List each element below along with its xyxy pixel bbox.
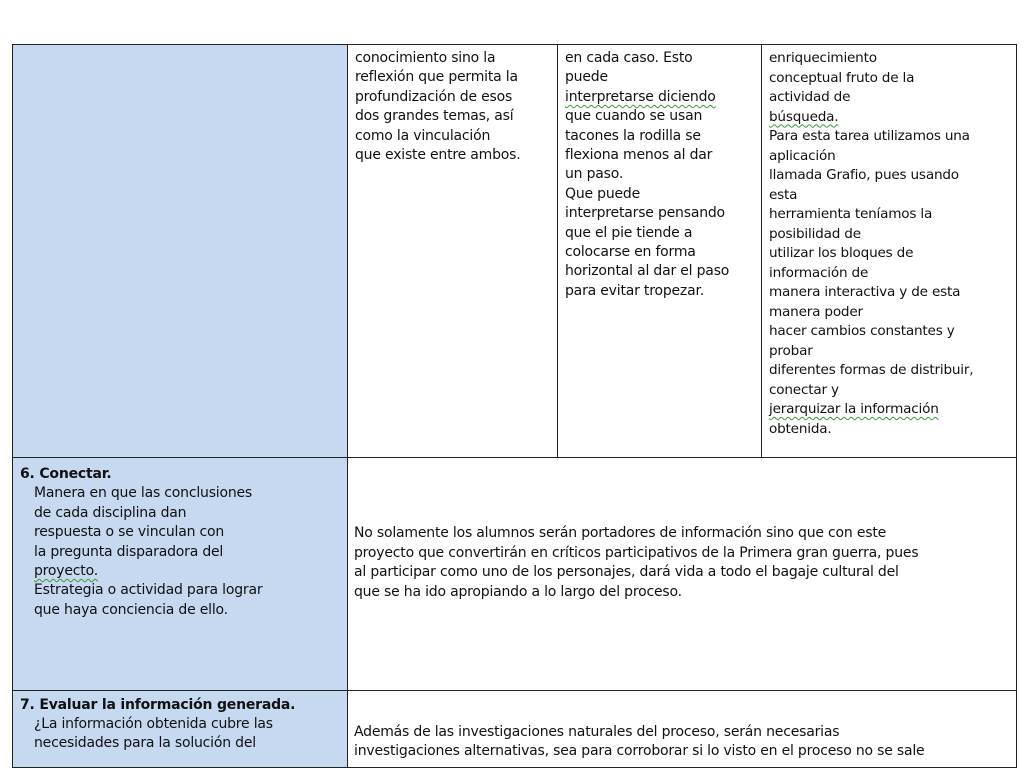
text-line: un paso.: [565, 166, 624, 183]
text-line: utilizar los bloques de: [769, 245, 914, 261]
text-line: que el pie tiende a: [565, 224, 693, 241]
text-line: [20, 562, 341, 581]
text-line: para evitar tropezar.: [565, 282, 704, 299]
row1-col2-text: [348, 45, 557, 165]
text-line: al participar como uno de los personajes, dará vida a todo el bagaje cultural del: [354, 564, 899, 581]
row1-col4-text: [762, 45, 1016, 439]
text-line: que existe entre ambos.: [355, 147, 521, 164]
text-line: información de: [769, 264, 869, 281]
text-line: probar: [769, 342, 813, 359]
section-heading: 6. Conectar.: [20, 466, 112, 482]
text-line: proyecto que convertirán en críticos participativos de la Primera gran guerra, pues: [354, 544, 919, 561]
spellcheck-word: interpretarse diciendo: [565, 88, 716, 105]
text-line: No solamente los alumnos serán portadores de información sino que con este: [354, 525, 887, 541]
row1-col2-cell: [347, 44, 558, 458]
text-line: puede: [565, 69, 608, 86]
text-line: actividad de: [769, 89, 851, 105]
row3-label-text: [13, 691, 347, 753]
text-line: [769, 400, 1010, 420]
row1-col3-text: [558, 45, 761, 301]
text-line: que haya conciencia de ello.: [34, 601, 228, 618]
spellcheck-word: proyecto.: [34, 563, 98, 580]
text-line: en cada caso. Esto: [565, 50, 693, 66]
text-line: aplicación: [769, 147, 836, 164]
document-table: [12, 44, 1017, 768]
row1-col3-cell: [557, 44, 762, 458]
row1-label-cell: [12, 44, 348, 458]
text-line: reflexión que permita la: [355, 69, 518, 86]
row3-body-cell: [347, 690, 1017, 768]
text-line: conceptual fruto de la: [769, 69, 915, 86]
text-line: manera poder: [769, 303, 863, 320]
row2-body-cell: [347, 457, 1017, 691]
text-line: que se ha ido apropiando a lo largo del proceso.: [354, 583, 682, 600]
text-line: Para esta tarea utilizamos una: [769, 128, 970, 144]
text-line: profundización de esos: [355, 88, 513, 105]
text-line: investigaciones alternativas, sea para corroborar si lo visto en el proceso no se sale: [354, 743, 925, 759]
text-line: tacones la rodilla se: [565, 127, 701, 144]
text-line: dos grandes temas, así: [355, 108, 514, 125]
text-line: colocarse en forma: [565, 244, 696, 261]
text-line: diferentes formas de distribuir,: [769, 362, 974, 378]
text-line: manera interactiva y de esta: [769, 284, 961, 300]
text-line: de cada disciplina dan: [34, 504, 187, 521]
text-line: respuesta o se vinculan con: [34, 524, 225, 541]
text-line: hacer cambios constantes y: [769, 323, 955, 339]
text-line: ¿La información obtenida cubre las: [34, 716, 273, 732]
text-line: herramienta teníamos la: [769, 206, 933, 222]
text-line: que cuando se usan: [565, 108, 703, 125]
text-line: Estrategia o actividad para lograr: [34, 582, 263, 599]
text-line: [769, 108, 1010, 128]
text-line: posibilidad de: [769, 225, 861, 242]
row3-body-text: [354, 723, 924, 761]
row2-label-text: [13, 458, 347, 620]
text-line: Que puede: [565, 185, 641, 202]
text-line: necesidades para la solución del: [34, 735, 256, 751]
spellcheck-word: búsqueda.: [769, 108, 839, 125]
text-line: obtenida.: [769, 420, 832, 437]
spellcheck-word: jerarquizar la información: [769, 401, 939, 417]
text-line: conocimiento sino la: [355, 50, 496, 66]
text-line: como la vinculación: [355, 127, 491, 144]
text-line: [565, 88, 755, 107]
row2-label-cell: [12, 457, 348, 691]
text-line: Además de las investigaciones naturales del proceso, serán necesarias: [354, 724, 840, 740]
text-line: flexiona menos al dar: [565, 147, 713, 164]
row2-body-text: [354, 524, 918, 602]
text-line: llamada Grafio, pues usando: [769, 167, 959, 183]
text-line: interpretarse pensando: [565, 205, 725, 222]
text-line: enriquecimiento: [769, 50, 877, 66]
row3-label-cell: [12, 690, 348, 768]
text-line: Manera en que las conclusiones: [34, 485, 253, 502]
text-line: esta: [769, 186, 798, 203]
row1-col4-cell: [761, 44, 1017, 458]
text-line: la pregunta disparadora del: [34, 543, 224, 560]
text-line: horizontal al dar el paso: [565, 263, 730, 280]
text-line: conectar y: [769, 381, 839, 398]
section-heading: 7. Evaluar la información generada.: [20, 697, 296, 713]
